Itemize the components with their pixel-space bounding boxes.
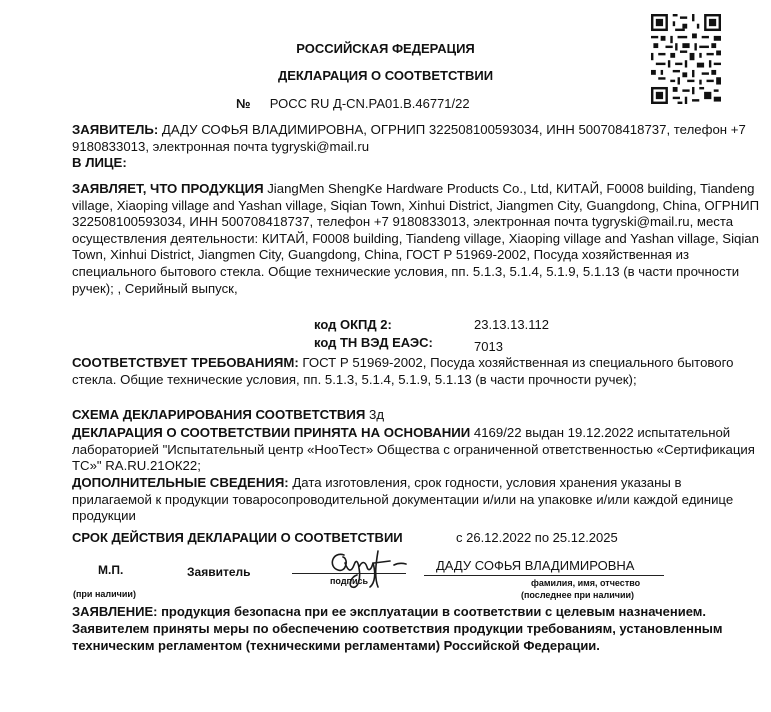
number-sign: №: [236, 96, 251, 111]
tnved-label: код ТН ВЭД ЕАЭС:: [314, 335, 433, 350]
qr-code-icon: [651, 14, 721, 104]
applicant-word: Заявитель: [187, 565, 251, 579]
additional-section: [72, 475, 762, 525]
name-caption: фамилия, имя, отчество: [531, 578, 641, 588]
conforms-text: ГОСТ Р 51969-2002, Посуда хозяйственная из специального бытового стекла. Общие технические условия, пп. 5.1.3, 5.1.4, 5.1.9, 5.1.13 (в части прочности ручек);: [72, 355, 734, 387]
statement-section: [72, 603, 762, 654]
number-value: РОСС RU Д-CN.РА01.В.46771/22: [269, 96, 470, 111]
validity-label: СРОК ДЕЙСТВИЯ ДЕКЛАРАЦИИ О СООТВЕТСТВИИ: [72, 530, 403, 545]
mp-note: (при наличии): [73, 589, 136, 599]
declares-section: [72, 181, 762, 297]
handwritten-signature: [318, 543, 414, 593]
signature-caption: подпись: [330, 576, 369, 586]
validity-text: с 26.12.2022 по 25.12.2025: [456, 530, 618, 545]
declaration-number: [236, 95, 470, 112]
signatory-name: ДАДУ СОФЬЯ ВЛАДИМИРОВНА: [436, 558, 635, 573]
face-label: В ЛИЦЕ:: [72, 155, 127, 170]
name-caption-2: (последнее при наличии): [521, 590, 635, 600]
additional-text: Дата изготовления, срок годности, условия хранения указаны в прилагаемой к продукции товаросопроводительной документации и/или на упаковке и/или каждой единице продукции: [72, 475, 734, 524]
mp-label: М.П.: [98, 563, 124, 577]
basis-text: 4169/22 выдан 19.12.2022 испытательной лабораторией "Испытательный центр «НооТест» Общества с ограниченной ответственностью «Сертификация ТС»" RA.RU.21ОК22;: [72, 425, 755, 474]
conforms-section: [72, 355, 762, 388]
scheme-value: 3д: [369, 407, 385, 422]
face-section: [72, 155, 762, 172]
declares-label: ЗАЯВЛЯЕТ, ЧТО ПРОДУКЦИЯ: [72, 181, 264, 196]
scheme-label: СХЕМА ДЕКЛАРИРОВАНИЯ СООТВЕТСТВИЯ: [72, 407, 366, 422]
conforms-label: СООТВЕТСТВУЕТ ТРЕБОВАНИЯМ:: [72, 355, 299, 370]
basis-label: ДЕКЛАРАЦИЯ О СООТВЕТСТВИИ ПРИНЯТА НА ОСНОВАНИИ: [72, 425, 471, 440]
statement-label: ЗАЯВЛЕНИЕ:: [72, 604, 158, 619]
okpd-value: 23.13.13.112: [474, 317, 549, 332]
applicant-section: [72, 122, 762, 155]
name-line: [424, 575, 664, 576]
applicant-label: ЗАЯВИТЕЛЬ:: [72, 122, 159, 137]
okpd-label: код ОКПД 2:: [314, 317, 392, 332]
header-federation: РОССИЙСКАЯ ФЕДЕРАЦИЯ: [296, 41, 475, 56]
tnved-value: 7013: [474, 339, 503, 354]
header-title: ДЕКЛАРАЦИЯ О СООТВЕТСТВИИ: [277, 68, 494, 83]
basis-section: [72, 425, 762, 475]
scheme-section: [72, 407, 762, 424]
additional-label: ДОПОЛНИТЕЛЬНЫЕ СВЕДЕНИЯ:: [72, 475, 289, 490]
declares-text: JiangMen ShengKe Hardware Products Co., Ltd, КИТАЙ, F0008 building, Tiandeng village, Xiaoping village and Yashan village, Siqian Town, Xinhui District, Jiangmen City, Guangdong, China, ОГРНИП 322508100593034, ИНН 500708418737, телефон +7 9180833013, электронная почта tygryski@mail.ru, места осуществления деятельности: КИТАЙ, F0008 building, Tiandeng village, Xiaoping village and Yashan village, Siqian Town, Xinhui District, Jiangmen City, Guangdong, China, ГОСТ Р 51969-2002, Посуда хозяйственная из специального бытового стекла. Общие технические условия, пп. 5.1.3, 5.1.4, 5.1.9, 5.1.13 (в части прочности ручек); , Серийный выпуск,: [72, 181, 760, 296]
statement-text: продукция безопасна при ее эксплуатации в соответствии с целевым назначением. Заявителем приняты меры по обеспечению соответствия продукции требованиям, установленным техническим регламентом (техническими регламентами) Российской Федерации.: [72, 604, 723, 653]
applicant-text: ДАДУ СОФЬЯ ВЛАДИМИРОВНА, ОГРНИП 322508100593034, ИНН 500708418737, телефон +7 9180833013, электронная почта tygryski@mail.ru: [72, 122, 746, 154]
